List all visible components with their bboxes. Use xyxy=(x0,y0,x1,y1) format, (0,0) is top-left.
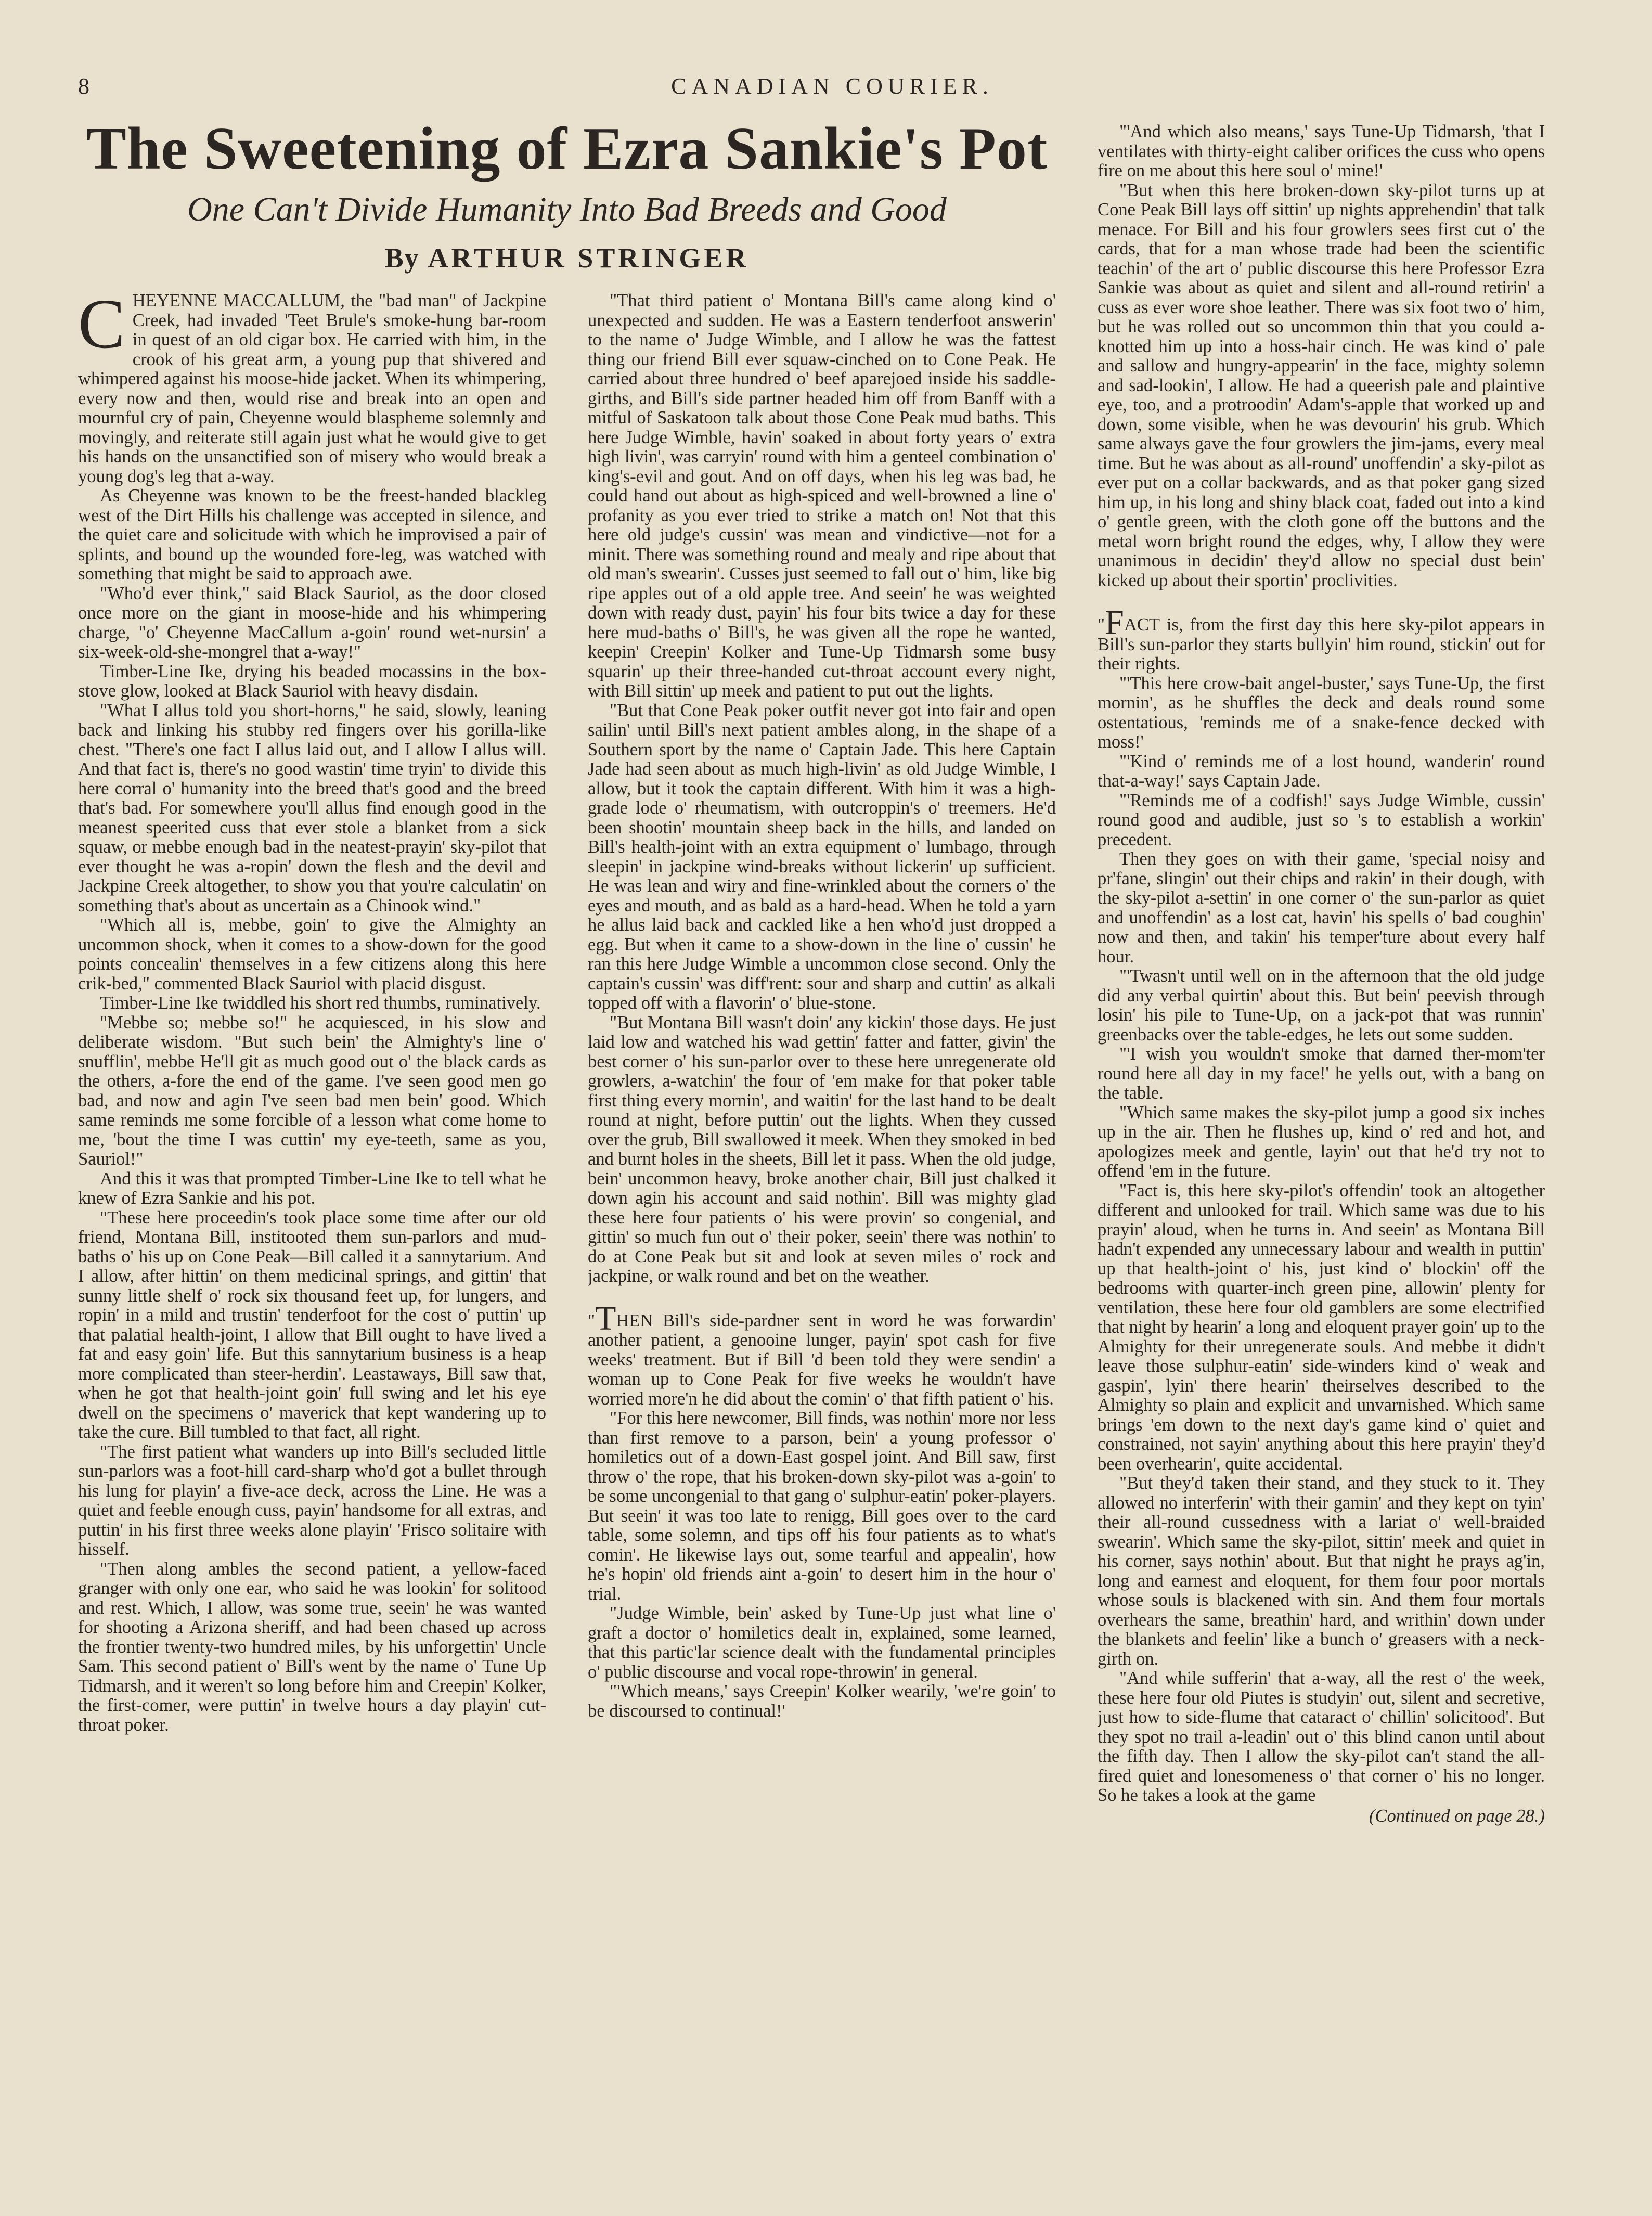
open-quote: " xyxy=(588,1310,596,1331)
paragraph: "For this here newcomer, Bill finds, was nothin' more nor less than first remove to a parson, bein' a young professor o' homiletics out of a down-East gospel joint. And Bill saw, first throw o' the rope, that his broken-down sky-pilot was a-goin' to be some uncongenial to that gang o' sulphur-eatin' poker-players. But seein' it was too late to renigg, Bill goes over to the card table, some solemn, and tips off his four patients as to what's comin'. He likewise lays out, some tearful and appealin', how he's hopin' old friends aint a-goin' to desert him in the hour o' trial. xyxy=(588,1408,1056,1604)
paragraph: "'I wish you wouldn't smoke that darned ther-mom'ter round here all day in my face!' he yells out, with a bang on the table. xyxy=(1098,1044,1545,1103)
lead-in: HEN xyxy=(616,1310,653,1331)
paragraph: "Which same makes the sky-pilot jump a good six inches up in the air. Then he flushes up, kind o' red and hot, and apologizes meek and gentle, layin' out that he'd try not to offend 'em in the future. xyxy=(1098,1102,1545,1181)
article-subtitle: One Can't Divide Humanity Into Bad Breeds and Good xyxy=(187,190,947,228)
paragraph: "But that Cone Peak poker outfit never got into fair and open sailin' until Bill's next patient ambles along, in the shape of a Southern sport by the name o' Captain Jade. This here Captain Jade had seen about as much high-livin' as old Judge Wimble, I allow, but it took the captain different. With him it was a high-grade lode o' rheumatism, with outcroppin's o' treemers. He'd been shootin' mountain sheep back in the hills, and landed on Bill's health-joint with an extra equipment o' lumbago, through sleepin' in jackpine wind-breaks without lickerin' up sufficient. He was lean and wiry and fine-wrinkled about the corners o' the eyes and mouth, and as bald as a hard-head. When he told a yarn he allus laid back and cackled like a hen who'd just dropped a egg. But when it came to a show-down in the line o' cussin' he ran this here Judge Wimble a uncommon close second. Only the captain's cussin' was diff'rent: sour and sharp and cuttin' as alkali topped off with a flavorin' o' blue-stone. xyxy=(588,700,1056,1013)
paragraph: "But Montana Bill wasn't doin' any kickin' those days. He just laid low and watched his wad gettin' fatter and fatter, givin' the best corner o' his sun-parlor over to these here unregenerate old growlers, a-watchin' the four of 'em make for that poker table first thing every mornin', and waitin' for the last hand to be dealt round at night, before puttin' out the lights. When they cussed over the grub, Bill swallowed it meek. When they smoked in bed and burnt holes in the sheets, Bill let it pass. When the old judge, bein' uncommon heavy, broke another chair, Bill just chalked it down agin his account and said nothin'. Bill was mighty glad these here four patients o' his were provin' so congenial, and gittin' so much fun out o' their poker, seein' there was nothin' to do at Cone Peak but sit and look at seven miles o' rock and jackpine, or walk round and bet on the weather. xyxy=(588,1012,1056,1286)
paragraph xyxy=(78,291,546,486)
paragraph: "'And which also means,' says Tune-Up Tidmarsh, 'that I ventilates with thirty-eight caliber orifices the cuss who opens fire on me about this here soul o' mine!' xyxy=(1098,122,1545,181)
section-initial: F xyxy=(1105,603,1124,641)
paragraph: "'Which means,' says Creepin' Kolker wearily, 'we're goin' to be discoursed to continual!' xyxy=(588,1681,1056,1721)
lead-in: HEYENNE MACCALLUM xyxy=(132,291,341,311)
drop-cap: C xyxy=(78,291,125,363)
paragraph: "Fact is, this here sky-pilot's offendin' took an altogether different and unlooked for trail. Which same was due to his prayin' aloud, when he turns in. And seein' as Montana Bill hadn't expended any unnecessary labour and wealth in puttin' up that health-joint o' his, just kind o' blockin' off the bedrooms with quarter-inch green pine, allowin' plenty for ventilation, these here four old gamblers are some electrified that night by hearin' a long and eloquent prayer goin' up to the Almighty for their unregenerate souls. And mebbe it didn't leave those sulphur-eatin' side-winders kind o' weak and gaspin', lyin' there hearin' theirselves described to the Almighty so plain and explicit and unvarnished. Which same brings 'em down to the next day's game kind o' quiet and constrained, not sayin' anything about this here prayin' they'd been overhearin', quite accidental. xyxy=(1098,1180,1545,1474)
paragraph: As Cheyenne was known to be the freest-handed blackleg west of the Dirt Hills his challenge was accepted in silence, and the quiet care and solicitude with which he improvised a pair of splints, and bound up the wounded fore-leg, was watched with something that might be said to approach awe. xyxy=(78,486,546,584)
paragraph-text: is, from the first day this here sky-pilot appears in Bill's sun-parlor they starts bullyin' him round, stickin' out for their rights. xyxy=(1098,615,1545,674)
continued-note: (Continued on page 28.) xyxy=(1369,1806,1545,1826)
column-1 xyxy=(78,291,546,2117)
paragraph: Timber-Line Ike twiddled his short red thumbs, ruminatively. xyxy=(100,993,541,1013)
paragraph xyxy=(1098,603,1545,674)
column-2 xyxy=(588,291,1056,2117)
section-initial: T xyxy=(595,1299,616,1337)
paragraph: "'Twasn't until well on in the afternoon that the old judge did any verbal quirtin' about this. But bein' peevish through losin' his pile to Tune-Up, on a jack-pot that was runnin' greenbacks over the table-edges, he lets out some sudden. xyxy=(1098,966,1545,1045)
section-break xyxy=(1098,590,1545,612)
paragraph: "What I allus told you short-horns," he said, slowly, leaning back and linking his stubby red fingers over his gorilla-like chest. "There's one fact I allus laid out, and I allow I allus will. And that fact is, there's no good wastin' time tryin' to divide this here corral o' humanity into the breed that's good and the breed that's bad. For somewhere you'll allus find enough good in the meanest speerited cuss that ever stole a blanket from a sick squaw, or mebbe enough bad in the neatest-prayin' sky-pilot that ever thought he was a-ropin' down the flesh and the devil and Jackpine Creek altogether, to show you that you're calculatin' on something that's about as uncertain as a Chinook wind." xyxy=(78,700,546,916)
paragraph: "'Kind o' reminds me of a lost hound, wanderin' round that-a-way!' says Captain Jade. xyxy=(1098,751,1545,791)
paragraph: "But when this here broken-down sky-pilot turns up at Cone Peak Bill lays off sittin' up nights apprehendin' that talk menace. For Bill and his four growlers sees first cut o' the cards, that for a man whose trade had been the scientific teachin' of the art o' public discourse this here Professor Ezra Sankie was about as quiet and silent and all-round retirin' a cuss as ever wore shoe leather. There was six foot two o' him, but he was rolled out so uncommon thin that you could a-knotted him up into a hoss-hair cinch. He was kind o' pale and sallow and hungry-appearin' in the face, mighty solemn and sad-lookin', I allow. He had a queerish pale and plaintive eye, too, and a protroodin' Adam's-apple that worked up and down, some visible, when he was devourin' his grub. Which same always gave the four growlers the jim-jams, every meal time. But he was about as all-round' unoffendin' a sky-pilot as ever put on a collar backwards, and as that poker gang sized him up, in his long and shiny black coat, faded out into a kind o' gentle green, with the cloth gone off the buttons and the metal worn bright round the edges, why, I allow they were unanimous in decidin' they'd allow no special dust bein' kicked up about their sportin' proclivities. xyxy=(1098,180,1545,590)
paragraph: "These here proceedin's took place some time after our old friend, Montana Bill, institooted them sun-parlors and mud-baths o' his up on Cone Peak—Bill called it a sannytarium. And I allow, after hittin' on them medicinal springs, and gittin' that sunny little shelf o' rock six thousand feet up, for lungers, and ropin' in a mild and trustin' tenderfoot for the cost o' puttin' up that palatial health-joint, I allow that Bill ought to have lived a fat and easy goin' life. But this sannytarium business is a heap more complicated than steer-herdin'. Leastaways, Bill saw that, when he got that health-joint goin' full swing and let his eye dwell on the specimens o' maverick that kept wandering up to take the cure. Bill tumbled to that fact, all right. xyxy=(78,1207,546,1442)
paragraph: "That third patient o' Montana Bill's came along kind o' unexpected and sudden. He was a Eastern tenderfoot answerin' to the name o' Judge Wimble, and I allow he was the fattest thing our friend Bill ever squaw-cinched on to Cone Peak. He carried about three hundred o' beef aparejoed inside his saddle-girths, and Bill's side partner headed him off from Banff with a mitful of Saskatoon talk about those Cone Peak mud baths. This here Judge Wimble, havin' soaked in about forty years o' extra high livin', was carryin' round with him a genteel combination o' king's-evil and gout. And on off days, when his leg was bad, he could hand out about as high-spiced and well-browned a line o' profanity as you ever tried to strike a match on! Not that this here old judge's cussin' was mean and vindictive—not for a minit. There was something round and mealy and ripe about that old man's swearin'. Cusses just seemed to fall out o' him, like big ripe apples out of a old apple tree. And seein' he was weighted down with ready dust, payin' his four bits twice a day for these here mud-baths o' Bill's, he was given all the rope he wanted, keepin' Creepin' Kolker and Tune-Up Tidmarsh some busy squarin' up their three-handed cut-throat account every night, with Bill sittin' up meek and patient to put out the lights. xyxy=(588,291,1056,701)
page-number: 8 xyxy=(78,73,89,99)
paragraph: "Which all is, mebbe, goin' to give the Almighty an uncommon shock, when it comes to a show-down for the good points concealin' themselves in a few citizens along this here crik-bed," commented Black Sauriol with placid disgust. xyxy=(78,915,546,994)
paragraph: "Judge Wimble, bein' asked by Tune-Up just what line o' graft a doctor o' homiletics dealt in, explained, some learned, that this partic'lar science dealt with the fundamental principles o' public discourse and vocal rope-throwin' in general. xyxy=(588,1603,1056,1682)
open-quote: " xyxy=(1098,615,1105,635)
byline xyxy=(73,242,1061,274)
paragraph: Timber-Line Ike, drying his beaded mocassins in the box-stove glow, looked at Black Sauriol with heavy disdain. xyxy=(78,661,546,701)
paragraph: Then they goes on with their game, 'special noisy and pr'fane, slingin' out their chips and rakin' in their dough, with the sky-pilot a-settin' in one corner o' the sun-parlor as quiet and unoffendin' as a lost cat, havin' his spells o' bad coughin' now and then, and takin' his temper'ture about every half hour. xyxy=(1098,849,1545,967)
byline-prefix: By xyxy=(384,242,420,274)
section-break xyxy=(588,1286,1056,1308)
paragraph: "'This here crow-bait angel-buster,' says Tune-Up, the first mornin', as he shuffles the deck and deals round some ostentatious, 'reminds me of a snake-fence decked with moss!' xyxy=(1098,673,1545,752)
paragraph: "Then along ambles the second patient, a yellow-faced granger with only one ear, who said he was lookin' for solitood and rest. Which, I allow, was some true, seein' he was wanted for shooting a Arizona sheriff, and had been chased up across the frontier twenty-two hundred miles, by his unforgettin' Uncle Sam. This second patient o' Bill's went by the name o' Tune Up Tidmarsh, and it weren't so long before him and Creepin' Kolker, the first-comer, were puttin' in twelve hours a day playin' cut-throat poker. xyxy=(78,1558,546,1735)
paragraph: "Mebbe so; mebbe so!" he acquiesced, in his slow and deliberate wisdom. "But such bein' the Almighty's line o' snufflin', mebbe He'll git as much good out o' the black cards as the others, a-fore the end of the game. I've seen good men go bad, and now and agin I've seen bad men bein' good. Which same reminds me some forcible of a lesson what come home to me, 'bout the time I was cuttin' my eye-teeth, same as you, Sauriol!" xyxy=(78,1012,546,1169)
publication-name: CANADIAN COURIER. xyxy=(671,73,993,99)
column-3 xyxy=(1098,122,1545,2156)
paragraph: "The first patient what wanders up into Bill's secluded little sun-parlors was a foot-hill card-sharp who'd got a bullet through his lung for playin' a five-ace deck, across the Line. He was a quiet and feeble enough cuss, payin' handsome for all extras, and puttin' in his first three weeks alone playin' 'Frisco solitaire with hisself. xyxy=(78,1441,546,1559)
paragraph: "'Reminds me of a codfish!' says Judge Wimble, cussin' round good and audible, just so 's to establish a workin' precedent. xyxy=(1098,790,1545,849)
paragraph xyxy=(588,1299,1056,1409)
paragraph: "But they'd taken their stand, and they stuck to it. They allowed no interferin' with their gamin' and they kept on tyin' their all-round cussedness with a lariat o' well-braided swearin'. Which same the sky-pilot, sittin' meek and quiet in his corner, says nothin' about. But that night he prays ag'in, long and earnest and eloquent, for them four poor mortals whose souls is blackened with sin. And them four mortals overhears the same, breathin' hard, and writhin' down under the blankets and feelin' like a bunch o' greasers with a neck-girth on. xyxy=(1098,1473,1545,1669)
paragraph: "Who'd ever think," said Black Sauriol, as the door closed once more on the giant in moose-hide and his whimpering charge, "o' Cheyenne MacCallum a-goin' round wet-nursin' a six-week-old-she-mongrel that a-way!" xyxy=(78,583,546,662)
paragraph-text: Bill's side-pardner sent in word he was forwardin' another patient, a genooine lunger, payin' spot cash for five weeks' treatment. But if Bill 'd been told they were sendin' a woman up to Cone Peak for five weeks he wouldn't have worried more'n he did about the comin' o' that fifth patient o' his. xyxy=(588,1310,1056,1409)
paragraph-text: , the "bad man" of Jackpine Creek, had invaded 'Teet Brule's smoke-hung bar-room in quest of an old cigar box. He carried with him, in the crook of his great arm, a young pup that shivered and whimpered against his moose-hide jacket. When its whimpering, every now and then, would rise and break into an open and mournful cry of pain, Cheyenne would blaspheme solemnly and movingly, and reiterate still again just what he would give to get his hands on the unsanctified son of misery who would break a young dog's leg that a-way. xyxy=(78,291,546,486)
paragraph: "And while sufferin' that a-way, all the rest o' the week, these here four old Piutes is studyin' out, silent and secretive, just how to side-flume that cataract o' chillin' solicitood'. But they spot no trail a-leadin' out o' this blind canon until about the fifth day. Then I allow the sky-pilot can't stand the all-fired quiet and lonesomeness o' that corner o' his no longer. So he takes a look at the game xyxy=(1098,1668,1545,1805)
paragraph: And this it was that prompted Timber-Line Ike to tell what he knew of Ezra Sankie and his pot. xyxy=(78,1168,546,1208)
article-title: The Sweetening of Ezra Sankie's Pot xyxy=(86,115,1048,182)
lead-in: ACT xyxy=(1124,615,1160,635)
author-name: ARTHUR STRINGER xyxy=(428,242,750,274)
